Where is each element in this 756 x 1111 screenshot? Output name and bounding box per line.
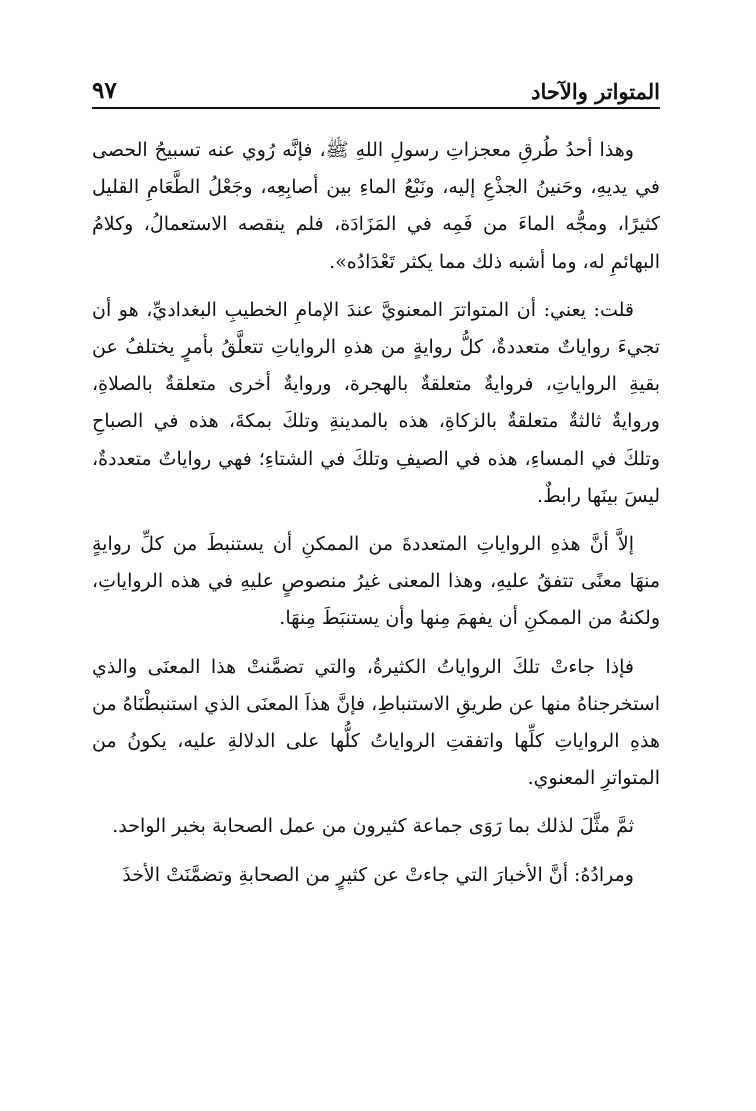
- paragraph: إلاَّ أنَّ هذهِ الرواياتِ المتعددةَ من الممكنِ أن يستنبطَ من كلِّ روايةٍ منهَا معنًى تتفقُ عليهِ، وهذا المعنى غيرُ منصوصٍ عليهِ في هذه الرواياتِ، ولكنهُ من الممكنِ أن يفهمَ مِنها وأن يستنبَطَ مِنهَا.: [92, 533, 660, 630]
- running-title: المتواتر والآحاد: [531, 79, 660, 104]
- page-header: [92, 66, 660, 102]
- header-rule: [92, 107, 660, 109]
- body-text: [92, 132, 660, 905]
- paragraph: ومرادُهُ: أنَّ الأخبارَ التي جاءتْ عن كثيرٍ من الصحابةِ وتضمَّنَتْ الأخذَ: [122, 863, 634, 886]
- paragraph: فإذا جاءتْ تلكَ الرواياتُ الكثيرةُ، والتي تضمَّنتْ هذا المعنَى والذي استخرجناهُ منها عن طريقِ الاستنباطِ، فإنَّ هذاَ المعنَى الذي استنبطْنَاهُ من هذهِ الرواياتِ كلِّها واتفقتِ الرواياتُ كلُّها على الدلالةِ عليه، يكونُ من المتواترِ المعنوي.: [92, 655, 660, 790]
- paragraph: ثمَّ مثَّلَ لذلك بما رَوَى جماعة كثيرون من عمل الصحابة بخبر الواحد.: [112, 815, 634, 838]
- page-number: ٩٧: [92, 77, 117, 104]
- paragraph: وهذا أحدُ طُرقِ معجزاتِ رسولِ اللهِ ﷺ، فإنَّه رُوي عنه تسبيحُ الحصى في يديهِ، وحَنينُ الجذْعِ إليه، ونَبْعُ الماءِ بين أصابِعِه، وجَعْلُ الطَّعَامِ القليل كثيرًا، ومجُّه الماءَ من فَمِه في المَزَادَة، فلم ينقصه الاستعمالُ، وكلامُ البهائمِ له، وما أشبه ذلك مما يكثر تَعْدَادُه».: [92, 139, 660, 273]
- paragraph: قلت: يعني: أن المتواترَ المعنويَّ عندَ الإمامِ الخطيبِ البغداديِّ، هو أن تجيءَ رواياتٌ متعددةٌ، كلُّ روايةٍ من هذهِ الرواياتِ تتعلَّقُ بأمرٍ يختلفُ عن بقيةِ الرواياتِ، فروايةٌ متعلقةٌ بالهجرة، وروايةٌ أخرى متعلقةٌ بالصلاةِ، وروايةٌ ثالثةٌ متعلقةٌ بالزكاةِ، هذه بالمدينةِ وتلكَ بمكةَ، هذه في الصباحِ وتلكَ في المساءِ، هذه في الصيفِ وتلكَ في الشتاءِ؛ فهي رواياتٌ متعددةٌ، ليسَ بينَها رابطٌ.: [92, 298, 660, 507]
